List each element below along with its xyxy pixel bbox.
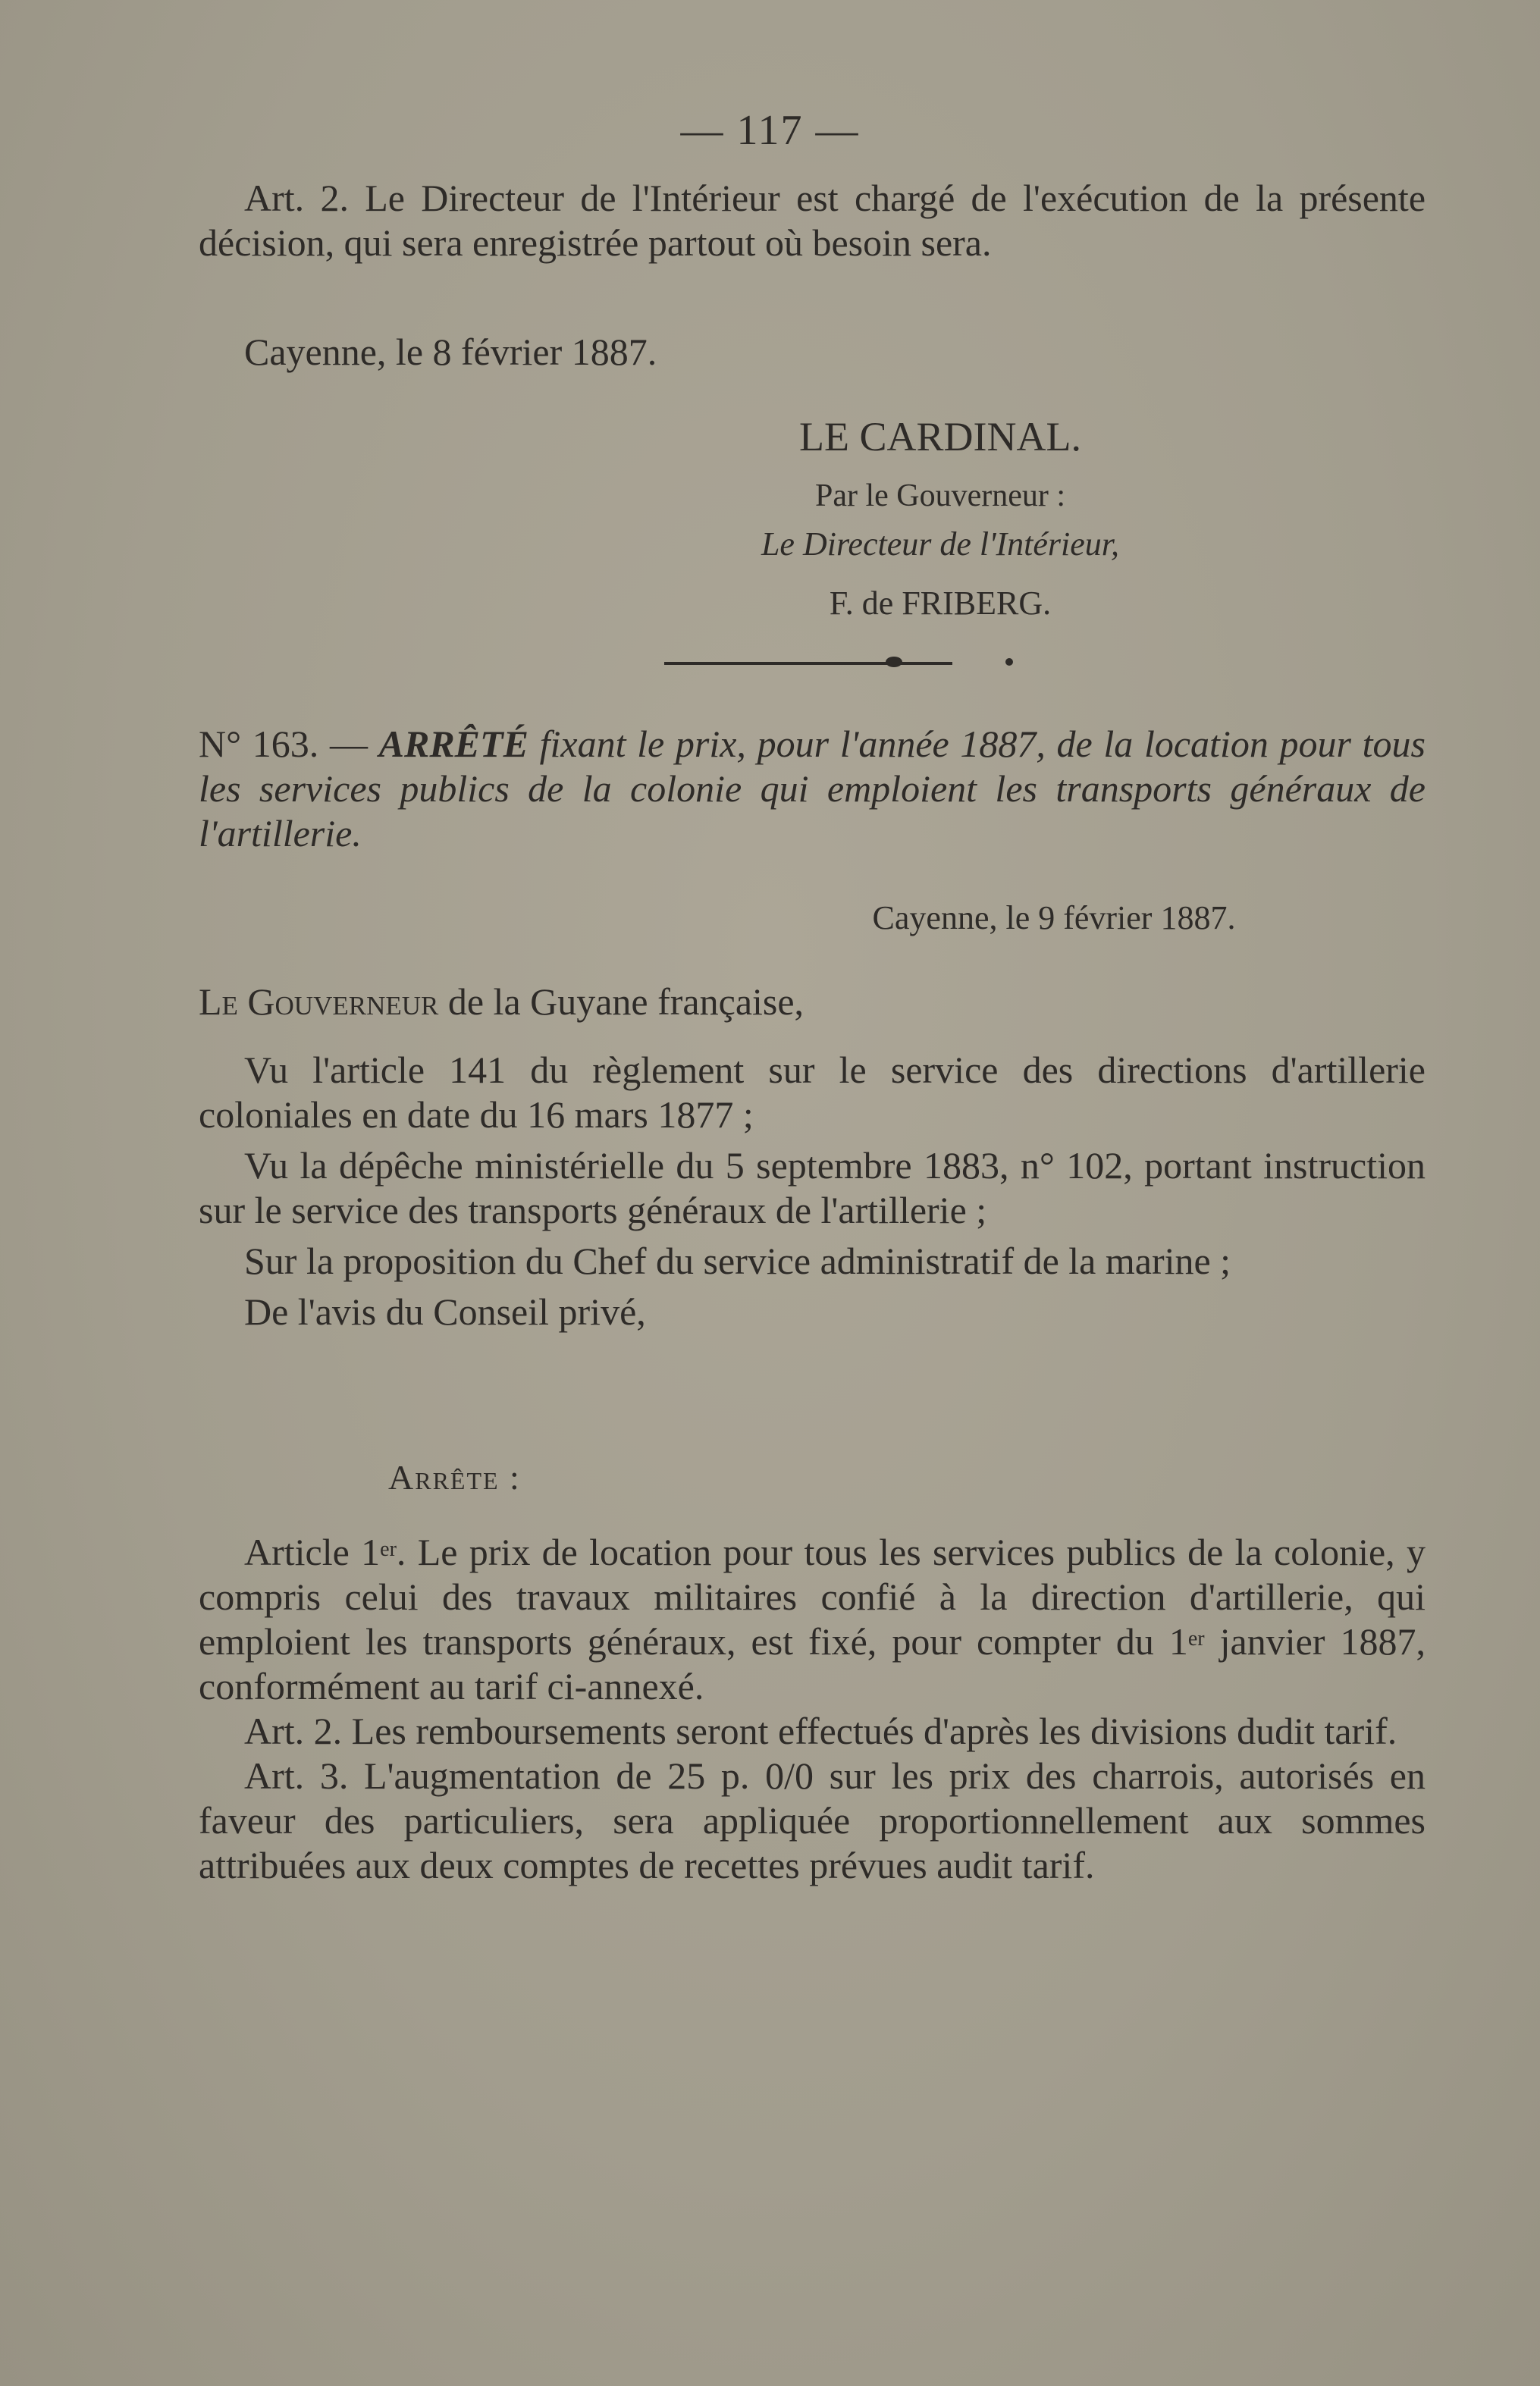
article-2-previous [199, 176, 1426, 265]
article-2: Art. 2. Les remboursements seront effectués d'après les divisions dudit tarif. [244, 1710, 1397, 1752]
page-number: — 117 — [680, 107, 860, 154]
place-date-2: Cayenne, le 9 février 1887. [872, 899, 1236, 936]
separator-ornament [886, 657, 902, 667]
place-date-1: Cayenne, le 8 février 1887. [244, 331, 657, 373]
consideration-item: Sur la proposition du Chef du service administratif de la marine ; [244, 1240, 1231, 1282]
decree-heading [199, 722, 1426, 856]
article-text: Le Directeur de l'Intérieur est chargé de l'exécution de la présente décision, qui sera enregistrée partout où besoin sera. [199, 177, 1426, 264]
signature-role: Le Directeur de l'Intérieur, [761, 525, 1120, 563]
article-label: Art. 2. [244, 177, 349, 219]
ink-speck [1005, 658, 1013, 666]
governor-caps: Le Gouverneur [199, 980, 439, 1023]
signature-name: LE CARDINAL. [799, 414, 1081, 459]
consideration-item: De l'avis du Conseil privé, [244, 1290, 646, 1333]
decree-number: N° 163. — [199, 723, 368, 765]
articles [199, 1530, 1426, 1888]
governor-line [199, 980, 1426, 1024]
separator-rule [664, 662, 952, 665]
signature-by: Par le Gouverneur : [814, 478, 1066, 513]
governor-rest: de la Guyane française, [447, 980, 805, 1023]
consideration-item: Vu l'article 141 du règlement sur le service des directions d'artillerie coloniales en date du 16 mars 1877 ; [199, 1049, 1426, 1136]
article-1: Article 1er. Le prix de location pour tous les services publics de la colonie, y compris celui des travaux militaires confié à la direction d'artillerie, qui emploient les transports généraux, est fixé, pour compter du 1er janvier 1887, conformément au tarif ci-annexé. [199, 1531, 1426, 1707]
signature-signer: F. de FRIBERG. [829, 585, 1052, 622]
arrete-label: Arrête : [388, 1458, 521, 1497]
consideration-item: Vu la dépêche ministérielle du 5 septembre 1883, n° 102, portant instruction sur le service des transports généraux de l'artillerie ; [199, 1144, 1426, 1231]
decree-title-word: ARRÊTÉ [378, 723, 528, 765]
decree-title: fixant le prix, pour l'année 1887, de la location pour tous les services publics de la colonie qui emploient les transports généraux de l'artillerie. [199, 723, 1426, 854]
article-3: Art. 3. L'augmentation de 25 p. 0/0 sur les prix des charrois, autorisés en faveur des particuliers, sera appliquée proportionnellement aux sommes attribuées aux deux comptes de recettes prévues audit tarif. [199, 1754, 1426, 1886]
considerations [199, 1048, 1426, 1334]
